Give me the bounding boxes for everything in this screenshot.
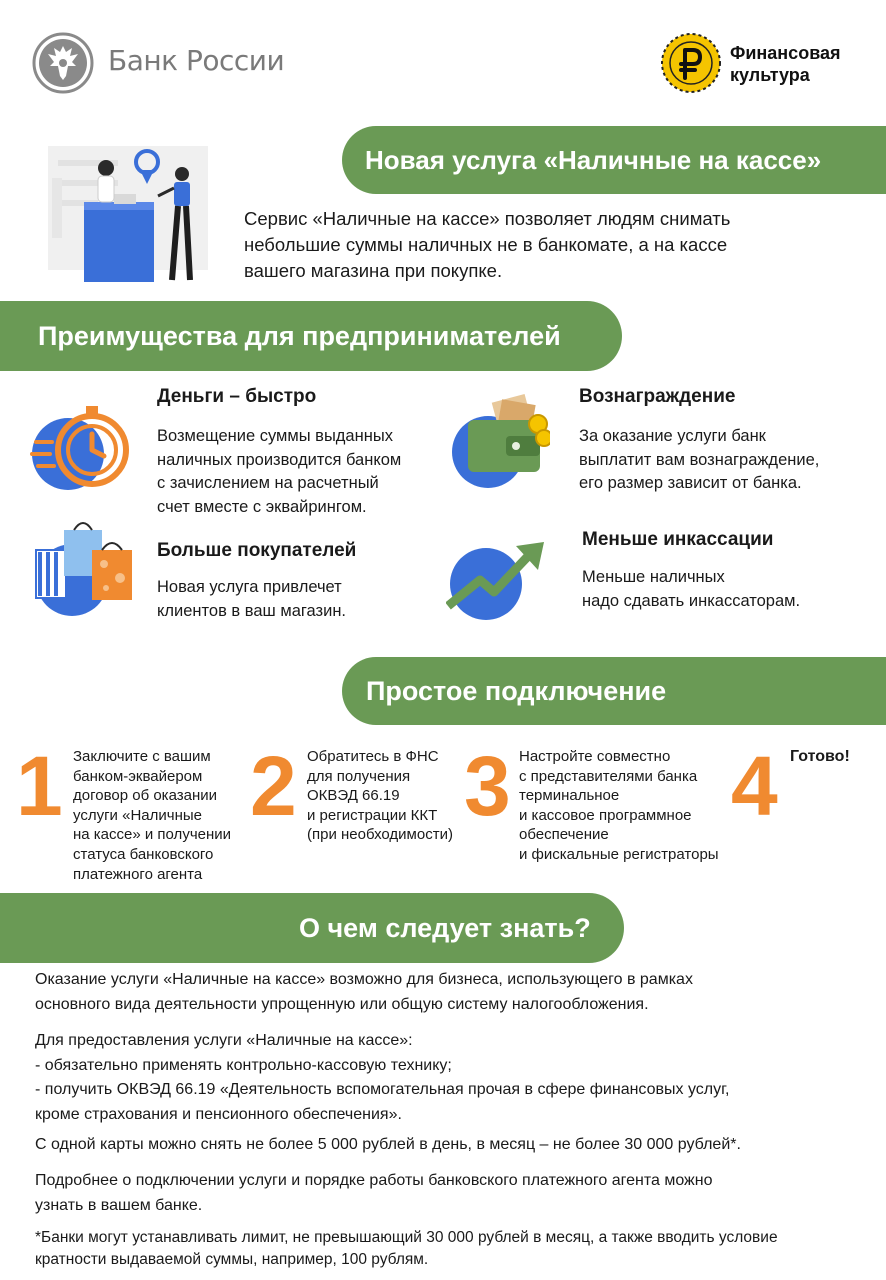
intro-line: вашего магазина при покупке.	[244, 260, 503, 281]
step-line: терминальное	[519, 787, 620, 805]
step-line: договор об оказании	[73, 787, 218, 805]
banner-title: О чем следует знать?	[299, 912, 591, 943]
stopwatch-icon	[30, 392, 134, 496]
info-line: Оказание услуги «Наличные на кассе» возможно для бизнеса, использующего в рамках	[35, 971, 693, 988]
step-line: обеспечение	[519, 826, 609, 844]
banner-title: Простое подключение	[366, 675, 667, 706]
step-line: платежного агента	[73, 865, 203, 883]
step-number: 1	[16, 739, 63, 833]
step-line: и регистрации ККТ	[307, 806, 438, 824]
advantage-desc-line: его размер зависит от банка.	[579, 474, 802, 492]
banner-title: Преимущества для предпринимателей	[38, 320, 561, 351]
shopping-bags-icon	[30, 516, 134, 620]
fin-logo-line: Финансовая	[730, 43, 841, 63]
advantage-title: Меньше инкассации	[582, 529, 774, 550]
step-number: 4	[731, 739, 778, 833]
advantage-title: Больше покупателей	[157, 540, 357, 561]
advantage-desc-line: выплатит вам вознаграждение,	[579, 450, 820, 469]
growth-arrow-icon	[446, 536, 550, 640]
what-to-know-banner	[0, 893, 624, 963]
step-number: 2	[250, 739, 297, 833]
info-line: основного вида деятельности упрощенную или общую систему налогообложения.	[35, 995, 649, 1013]
step-line: статуса банковского	[73, 845, 214, 863]
intro-text	[244, 206, 844, 284]
step-line: Заключите с вашим	[73, 748, 211, 765]
advantage-title: Деньги – быстро	[157, 386, 317, 407]
advantage-desc-line: наличных производится банком	[157, 450, 402, 469]
info-paragraph	[35, 968, 855, 1017]
step-line: ОКВЭД 66.19	[307, 787, 400, 805]
info-paragraph	[35, 1029, 855, 1127]
info-line: Подробнее о подключении услуги и порядке работы банковского платежного агента можно	[35, 1172, 713, 1189]
bank-of-russia-logo	[30, 30, 300, 96]
advantage-desc	[579, 425, 819, 496]
new-service-banner	[342, 126, 886, 194]
info-line: - получить ОКВЭД 66.19 «Деятельность вспомогательная прочая в сфере финансовых услуг,	[35, 1081, 730, 1098]
step-number: 3	[464, 739, 511, 833]
step-text	[790, 747, 850, 767]
fin-logo-text	[730, 42, 841, 86]
advantage-desc-line: счет вместе с эквайрингом.	[157, 497, 367, 516]
info-line: Для предоставления услуги «Наличные на кассе»:	[35, 1032, 413, 1049]
banner-title: Новая услуга «Наличные на кассе»	[365, 144, 822, 175]
info-line: кроме страхования и пенсионного обеспечения».	[35, 1105, 402, 1123]
step-line: с представителями банка	[519, 767, 698, 785]
step-text	[519, 747, 719, 865]
advantage-desc	[157, 576, 346, 623]
wallet-icon	[446, 392, 550, 496]
footnote-line: кратности выдаваемой суммы, например, 100 рублям.	[35, 1251, 429, 1268]
step-line: Настройте совместно	[519, 748, 671, 765]
info-line: узнать в вашем банке.	[35, 1196, 203, 1214]
cashier-illustration	[48, 140, 220, 286]
step-line: и кассовое программное	[519, 806, 692, 824]
financial-culture-logo	[660, 32, 870, 96]
step-line: Обратитесь в ФНС	[307, 748, 439, 765]
step-text	[73, 747, 231, 884]
advantage-desc	[157, 425, 401, 519]
advantage-desc-line: Меньше наличных	[582, 568, 725, 586]
info-paragraph	[35, 1169, 855, 1218]
step-line: услуги «Наличные	[73, 806, 202, 824]
info-paragraph	[35, 1133, 855, 1158]
step-line: (при необходимости)	[307, 826, 453, 844]
advantage-desc-line: надо сдавать инкассаторам.	[582, 591, 801, 610]
advantage-desc	[582, 566, 800, 613]
advantage-desc-line: Возмещение суммы выданных	[157, 427, 393, 445]
intro-line: небольшие суммы наличных не в банкомате, а на кассе	[244, 234, 728, 255]
step-line: Готово!	[790, 748, 850, 765]
step-line: банком-эквайером	[73, 767, 203, 785]
connection-banner	[342, 657, 886, 725]
advantage-desc-line: За оказание услуги банк	[579, 427, 766, 445]
advantage-desc-line: клиентов в ваш магазин.	[157, 601, 347, 620]
info-line: С одной карты можно снять не более 5 000 рублей в день, в месяц – не более 30 000 рублей*.	[35, 1136, 741, 1153]
advantage-desc-line: с зачислением на расчетный	[157, 474, 379, 492]
double-headed-eagle-icon	[32, 32, 94, 94]
info-line: - обязательно применять контрольно-кассовую технику;	[35, 1056, 452, 1074]
advantage-desc-line: Новая услуга привлечет	[157, 578, 342, 596]
advantage-title: Вознаграждение	[579, 386, 736, 407]
fin-logo-line: культура	[730, 65, 810, 85]
bank-logo-text: Банк России	[108, 44, 285, 77]
footnote	[35, 1227, 855, 1271]
step-line: и фискальные регистраторы	[519, 845, 719, 863]
advantages-banner	[0, 301, 622, 371]
step-text	[307, 747, 453, 845]
step-line: для получения	[307, 767, 411, 785]
intro-line: Сервис «Наличные на кассе» позволяет людям снимать	[244, 208, 731, 229]
ruble-coin-icon	[660, 32, 722, 94]
step-line: на кассе» и получении	[73, 826, 232, 844]
footnote-line: *Банки могут устанавливать лимит, не превышающий 30 000 рублей в месяц, а также вводить условие	[35, 1229, 778, 1246]
